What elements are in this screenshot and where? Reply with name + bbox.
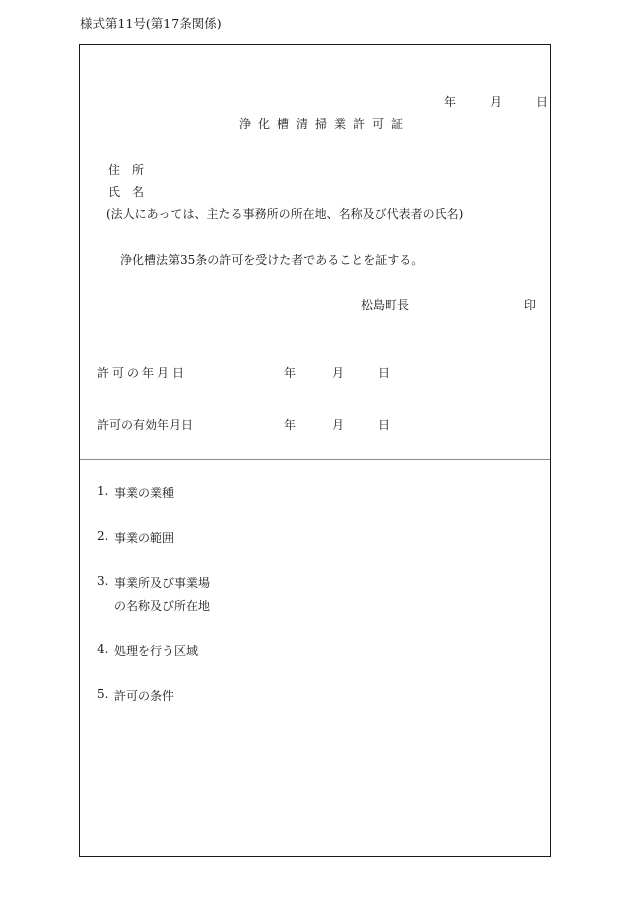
item-5-label: 許可の条件 [114, 689, 175, 703]
item-1-number: 1. [97, 484, 109, 498]
item-1-label: 事業の業種 [114, 486, 175, 500]
item-3-continuation: の名称及び所在地 [114, 599, 211, 613]
section-divider [80, 459, 550, 460]
issuer-mayor: 松島町長 [361, 298, 410, 312]
validity-date-label: 許可の有効年月日 [97, 418, 194, 432]
item-4-label: 処理を行う区域 [114, 644, 199, 658]
certification-text: 浄化槽法第35条の許可を受けた者であることを証する。 [120, 253, 424, 267]
seal-mark: 印 [524, 298, 537, 312]
issue-month-label: 月 [490, 95, 503, 109]
permit-month-label: 月 [332, 366, 345, 380]
permit-date-label: 許可の年月日 [97, 366, 188, 380]
item-3-label: 事業所及び事業場 [114, 576, 211, 590]
permit-certificate-frame [79, 44, 551, 857]
validity-day-label: 日 [378, 418, 391, 432]
permit-day-label: 日 [378, 366, 391, 380]
item-2-number: 2. [97, 529, 109, 543]
issue-day-label: 日 [536, 95, 549, 109]
issue-year-label: 年 [444, 95, 457, 109]
item-3-number: 3. [97, 574, 109, 588]
name-label: 氏 名 [108, 185, 145, 199]
certificate-title: 浄化槽清掃業許可証 [239, 117, 411, 131]
validity-year-label: 年 [284, 418, 297, 432]
item-5-number: 5. [97, 687, 109, 701]
address-label: 住 所 [108, 163, 145, 177]
item-2-label: 事業の範囲 [114, 531, 175, 545]
permit-year-label: 年 [284, 366, 297, 380]
item-4-number: 4. [97, 642, 109, 656]
corporate-note: (法人にあっては、主たる事務所の所在地、名称及び代表者の氏名) [106, 207, 464, 221]
form-number-label: 様式第11号(第17条関係) [80, 16, 222, 31]
validity-month-label: 月 [332, 418, 345, 432]
